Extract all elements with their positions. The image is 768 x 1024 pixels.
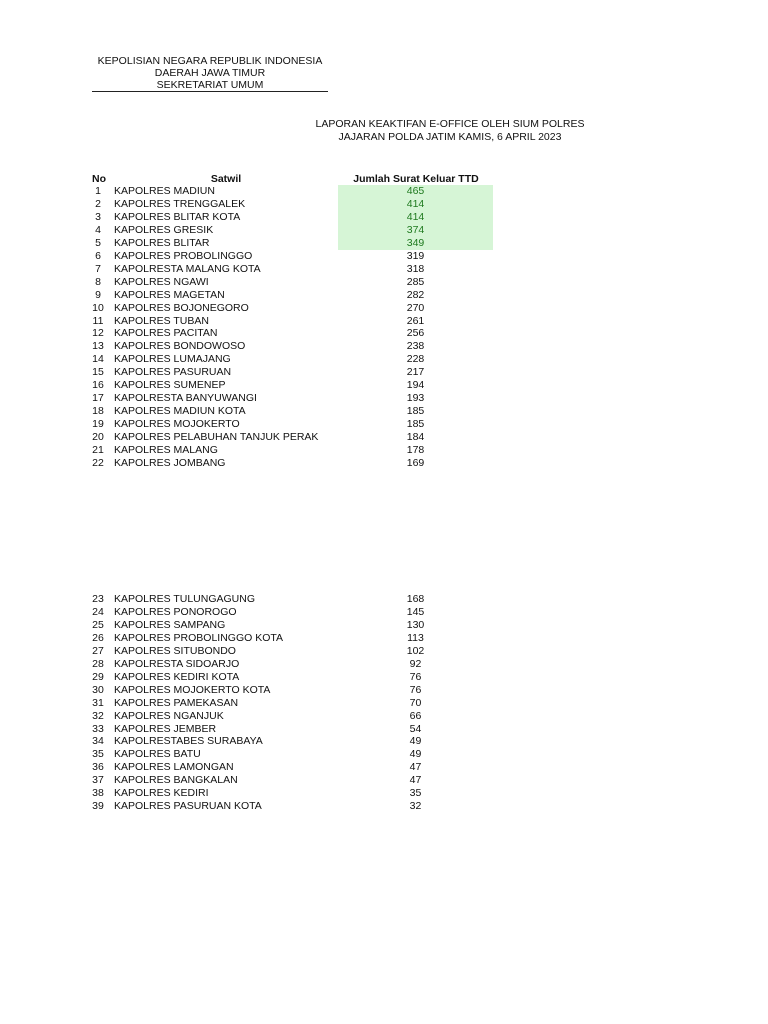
column-header-jumlah: Jumlah Surat Keluar TTD bbox=[353, 173, 479, 185]
jumlah-value: 414 bbox=[338, 211, 493, 224]
jumlah-value: 184 bbox=[406, 431, 425, 444]
row-number: 37 bbox=[92, 774, 104, 787]
row-number: 1 bbox=[95, 185, 101, 197]
column-header-satwil: Satwil bbox=[210, 173, 242, 185]
jumlah-value: 349 bbox=[338, 237, 493, 250]
satwil-name: KAPOLRES PROBOLINGGO KOTA bbox=[114, 631, 284, 644]
row-number: 17 bbox=[92, 392, 104, 405]
jumlah-value: 414 bbox=[338, 198, 493, 211]
jumlah-value: 261 bbox=[406, 314, 425, 327]
satwil-name: KAPOLRES BONDOWOSO bbox=[114, 340, 246, 353]
jumlah-value: 185 bbox=[406, 405, 425, 418]
jumlah-value: 465 bbox=[338, 185, 493, 198]
report-title: LAPORAN KEAKTIFAN E-OFFICE OLEH SIUM POLRES bbox=[315, 118, 585, 130]
jumlah-value: 47 bbox=[409, 761, 422, 774]
table-row bbox=[0, 457, 768, 470]
satwil-name: KAPOLRES SITUBONDO bbox=[114, 644, 236, 657]
table-row bbox=[0, 340, 768, 353]
row-number: 5 bbox=[95, 236, 101, 249]
satwil-name: KAPOLRES JOMBANG bbox=[114, 456, 226, 469]
satwil-name: KAPOLRES MOJOKERTO KOTA bbox=[114, 683, 271, 696]
jumlah-value: 256 bbox=[406, 327, 425, 340]
jumlah-value: 270 bbox=[406, 301, 425, 314]
table-row bbox=[0, 619, 768, 632]
table-row bbox=[0, 224, 768, 237]
satwil-name: KAPOLRES TULUNGAGUNG bbox=[114, 593, 256, 605]
table-row bbox=[0, 392, 768, 405]
row-number: 29 bbox=[92, 670, 104, 683]
satwil-name: KAPOLRES PELABUHAN TANJUK PERAK bbox=[114, 431, 319, 444]
row-number: 35 bbox=[92, 748, 104, 761]
header-underline bbox=[92, 91, 328, 92]
table-row bbox=[0, 366, 768, 379]
jumlah-value: 54 bbox=[409, 722, 422, 735]
satwil-name: KAPOLRES LAMONGAN bbox=[114, 761, 234, 774]
row-number: 27 bbox=[92, 644, 104, 657]
table-row bbox=[0, 593, 768, 606]
jumlah-value: 374 bbox=[338, 224, 493, 237]
table-row bbox=[0, 787, 768, 800]
table-row bbox=[0, 748, 768, 761]
satwil-name: KAPOLRES PASURUAN KOTA bbox=[114, 800, 262, 813]
table-row bbox=[0, 263, 768, 276]
satwil-name: KAPOLRES TUBAN bbox=[114, 314, 209, 327]
jumlah-value: 285 bbox=[406, 275, 425, 288]
satwil-name: KAPOLRES MADIUN bbox=[114, 185, 215, 197]
row-number: 34 bbox=[92, 735, 104, 748]
satwil-name: KAPOLRES LUMAJANG bbox=[114, 353, 231, 366]
table-row bbox=[0, 735, 768, 748]
row-number: 16 bbox=[92, 379, 104, 392]
table-row bbox=[0, 671, 768, 684]
row-number: 6 bbox=[95, 249, 101, 262]
jumlah-value: 168 bbox=[406, 593, 425, 605]
satwil-name: KAPOLRES KEDIRI bbox=[114, 787, 209, 800]
satwil-name: KAPOLRES PAMEKASAN bbox=[114, 696, 239, 709]
table-row bbox=[0, 289, 768, 302]
satwil-name: KAPOLRESTA SIDOARJO bbox=[114, 657, 240, 670]
jumlah-value: 130 bbox=[406, 618, 425, 631]
jumlah-value: 319 bbox=[406, 249, 425, 262]
table-row bbox=[0, 250, 768, 263]
satwil-name: KAPOLRESTA MALANG KOTA bbox=[114, 262, 261, 275]
row-number: 28 bbox=[92, 657, 104, 670]
table-row bbox=[0, 431, 768, 444]
table-row bbox=[0, 645, 768, 658]
row-number: 20 bbox=[92, 431, 104, 444]
table-row bbox=[0, 606, 768, 619]
satwil-name: KAPOLRES MADIUN KOTA bbox=[114, 405, 246, 418]
table-row bbox=[0, 800, 768, 813]
row-number: 13 bbox=[92, 340, 104, 353]
row-number: 3 bbox=[95, 210, 101, 223]
jumlah-value: 49 bbox=[409, 748, 422, 761]
satwil-name: KAPOLRES NGANJUK bbox=[114, 709, 224, 722]
satwil-name: KAPOLRES BANGKALAN bbox=[114, 774, 238, 787]
jumlah-value: 32 bbox=[409, 800, 422, 813]
column-header-no: No bbox=[92, 173, 106, 185]
row-number: 8 bbox=[95, 275, 101, 288]
org-unit: SEKRETARIAT UMUM bbox=[156, 79, 264, 91]
jumlah-value: 193 bbox=[406, 392, 425, 405]
table-row bbox=[0, 632, 768, 645]
jumlah-value: 49 bbox=[409, 735, 422, 748]
table-row bbox=[0, 185, 768, 198]
row-number: 9 bbox=[95, 288, 101, 301]
row-number: 38 bbox=[92, 787, 104, 800]
row-number: 39 bbox=[92, 800, 104, 813]
row-number: 36 bbox=[92, 761, 104, 774]
satwil-name: KAPOLRESTABES SURABAYA bbox=[114, 735, 263, 748]
satwil-name: KAPOLRES MAGETAN bbox=[114, 288, 225, 301]
table-row bbox=[0, 198, 768, 211]
satwil-name: KAPOLRES BLITAR bbox=[114, 236, 210, 249]
table-row bbox=[0, 327, 768, 340]
table-row bbox=[0, 684, 768, 697]
table-row bbox=[0, 444, 768, 457]
row-number: 24 bbox=[92, 605, 104, 618]
table-row bbox=[0, 353, 768, 366]
table-row bbox=[0, 723, 768, 736]
table-row bbox=[0, 302, 768, 315]
satwil-name: KAPOLRES PASURUAN bbox=[114, 366, 232, 379]
table-row bbox=[0, 315, 768, 328]
row-number: 25 bbox=[92, 618, 104, 631]
satwil-name: KAPOLRES MOJOKERTO bbox=[114, 418, 240, 431]
table-row bbox=[0, 418, 768, 431]
satwil-name: KAPOLRES NGAWI bbox=[114, 275, 209, 288]
jumlah-value: 47 bbox=[409, 774, 422, 787]
row-number: 32 bbox=[92, 709, 104, 722]
satwil-name: KAPOLRESTA BANYUWANGI bbox=[114, 392, 257, 405]
satwil-name: KAPOLRES JEMBER bbox=[114, 722, 217, 735]
row-number: 21 bbox=[92, 444, 104, 456]
row-number: 14 bbox=[92, 353, 104, 366]
jumlah-value: 178 bbox=[406, 444, 425, 456]
jumlah-value: 318 bbox=[406, 262, 425, 275]
jumlah-value: 113 bbox=[407, 631, 424, 644]
satwil-name: KAPOLRES GRESIK bbox=[114, 223, 214, 236]
jumlah-value: 185 bbox=[406, 418, 425, 431]
table-row bbox=[0, 405, 768, 418]
row-number: 10 bbox=[92, 301, 104, 314]
table-row bbox=[0, 774, 768, 787]
jumlah-value: 102 bbox=[406, 644, 425, 657]
satwil-name: KAPOLRES BATU bbox=[114, 748, 201, 761]
table-row bbox=[0, 237, 768, 250]
jumlah-value: 70 bbox=[409, 696, 422, 709]
jumlah-value: 282 bbox=[406, 288, 425, 301]
table-row bbox=[0, 379, 768, 392]
row-number: 26 bbox=[92, 631, 104, 644]
row-number: 22 bbox=[92, 456, 104, 469]
org-region: DAERAH JAWA TIMUR bbox=[154, 67, 266, 79]
row-number: 30 bbox=[92, 683, 104, 696]
jumlah-value: 92 bbox=[409, 657, 422, 670]
satwil-name: KAPOLRES TRENGGALEK bbox=[114, 197, 246, 210]
satwil-name: KAPOLRES MALANG bbox=[114, 444, 218, 456]
jumlah-value: 145 bbox=[406, 605, 425, 618]
row-number: 7 bbox=[95, 262, 101, 275]
table-row bbox=[0, 697, 768, 710]
row-number: 4 bbox=[95, 223, 101, 236]
row-number: 33 bbox=[92, 722, 104, 735]
jumlah-value: 238 bbox=[406, 340, 425, 353]
table-row bbox=[0, 710, 768, 723]
row-number: 18 bbox=[92, 405, 104, 418]
satwil-name: KAPOLRES SUMENEP bbox=[114, 379, 226, 392]
satwil-name: KAPOLRES PONOROGO bbox=[114, 605, 237, 618]
row-number: 31 bbox=[92, 696, 104, 709]
row-number: 19 bbox=[92, 418, 104, 431]
row-number: 23 bbox=[92, 593, 104, 605]
row-number: 15 bbox=[92, 366, 104, 379]
report-subtitle: JAJARAN POLDA JATIM KAMIS, 6 APRIL 2023 bbox=[338, 131, 562, 143]
satwil-name: KAPOLRES BLITAR KOTA bbox=[114, 210, 241, 223]
satwil-name: KAPOLRES PROBOLINGGO bbox=[114, 249, 253, 262]
jumlah-value: 76 bbox=[409, 683, 422, 696]
table-row bbox=[0, 276, 768, 289]
org-name: KEPOLISIAN NEGARA REPUBLIK INDONESIA bbox=[97, 55, 323, 67]
satwil-name: KAPOLRES SAMPANG bbox=[114, 618, 226, 631]
jumlah-value: 169 bbox=[406, 456, 425, 469]
jumlah-value: 66 bbox=[409, 709, 422, 722]
table-row bbox=[0, 761, 768, 774]
jumlah-value: 194 bbox=[406, 379, 425, 392]
jumlah-value: 228 bbox=[406, 353, 425, 366]
satwil-name: KAPOLRES KEDIRI KOTA bbox=[114, 670, 240, 683]
table-row bbox=[0, 658, 768, 671]
satwil-name: KAPOLRES PACITAN bbox=[114, 327, 218, 340]
table-row bbox=[0, 211, 768, 224]
satwil-name: KAPOLRES BOJONEGORO bbox=[114, 301, 249, 314]
row-number: 11 bbox=[92, 314, 104, 327]
row-number: 12 bbox=[92, 327, 104, 340]
row-number: 2 bbox=[95, 197, 101, 210]
jumlah-value: 217 bbox=[406, 366, 425, 379]
jumlah-value: 35 bbox=[409, 787, 422, 800]
jumlah-value: 76 bbox=[409, 670, 422, 683]
